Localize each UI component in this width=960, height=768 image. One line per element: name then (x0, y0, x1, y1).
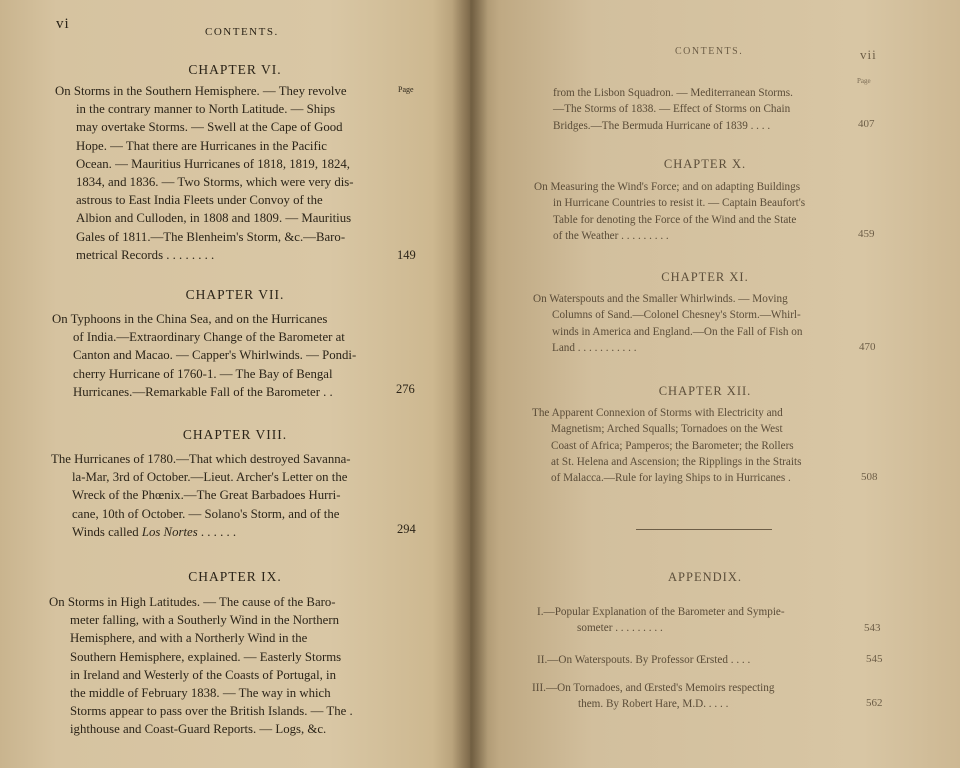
running-head-right: CONTENTS. (675, 46, 744, 57)
toc-line: cherry Hurricane of 1760-1. — The Bay of Bengal (73, 366, 333, 381)
chapter-x-page-number: 459 (858, 228, 875, 240)
continued-entry (553, 85, 793, 134)
toc-line: II.—On Waterspouts. By Professor Œrsted . . . . (537, 654, 751, 666)
toc-line: Southern Hemisphere, explained. — Easterly Storms (70, 649, 342, 664)
appendix-iii-page-number: 562 (866, 697, 883, 709)
toc-leader: . . . . . . (197, 524, 237, 539)
toc-line: On Typhoons in the China Sea, and on the Hurricanes (52, 312, 328, 326)
chapter-vi-page-number: 149 (397, 248, 416, 262)
toc-line: Albion and Culloden, in 1808 and 1809. — Mauritius (76, 211, 352, 226)
toc-line: winds in America and England.—On the Fall of Fish on (552, 325, 803, 338)
toc-italic-text: Los Nortes (141, 524, 198, 539)
toc-line: Magnetism; Arched Squalls; Tornadoes on the West (551, 423, 783, 436)
toc-line: meter falling, with a Southerly Wind in the Northern (70, 613, 339, 628)
toc-line-last (51, 523, 351, 541)
toc-line: On Storms in the Southern Hemisphere. — They revolve (55, 84, 347, 98)
section-divider (636, 529, 772, 530)
toc-line: Storms appear to pass over the British Islands. — The . (70, 704, 353, 719)
chapter-vii-heading: CHAPTER VII. (185, 287, 285, 302)
toc-line: —The Storms of 1838. — Effect of Storms on Chain (553, 103, 791, 116)
chapter-xi-entry (533, 291, 802, 356)
toc-line: cane, 10th of October. — Solano's Storm, and of the (72, 506, 340, 521)
chapter-vi-entry (55, 82, 354, 264)
toc-line: 1834, and 1836. — Two Storms, which were very dis- (76, 175, 354, 190)
appendix-entry-i (537, 604, 785, 637)
toc-line: in the contrary manner to North Latitude. — Ships (76, 102, 336, 117)
chapter-xii-page-number: 508 (861, 471, 878, 483)
page-column-label-left: Page (398, 85, 414, 94)
chapter-xii-heading: CHAPTER XII. (658, 384, 752, 398)
toc-line: Table for denoting the Force of the Wind and the State (553, 213, 797, 226)
chapter-vii-page-number: 276 (396, 382, 415, 396)
toc-line: la-Mar, 3rd of October.—Lieut. Archer's Letter on the (72, 470, 348, 485)
chapter-x-entry (534, 179, 805, 244)
chapter-vii-entry (52, 310, 356, 401)
toc-line: I.—Popular Explanation of the Barometer and Sympie- (537, 606, 785, 618)
toc-line: The Apparent Connexion of Storms with Electricity and (532, 407, 783, 419)
chapter-xi-page-number: 470 (859, 341, 876, 353)
toc-line: Canton and Macao. — Capper's Whirlwinds. — Pondi- (73, 348, 357, 363)
toc-line: Coast of Africa; Pamperos; the Barometer; the Rollers (551, 439, 794, 452)
toc-line: Columns of Sand.—Colonel Chesney's Storm.—Whirl- (552, 309, 801, 322)
toc-line: of Malacca.—Rule for laying Ships to in Hurricanes . (551, 472, 791, 485)
toc-line: may overtake Storms. — Swell at the Cape of Good (76, 120, 343, 135)
chapter-ix-entry (49, 593, 353, 739)
toc-line: them. By Robert Hare, M.D. . . . . (578, 698, 729, 711)
toc-line: Hemisphere, and with a Northerly Wind in the (70, 631, 308, 646)
appendix-heading: APPENDIX. (668, 570, 742, 584)
toc-line: Bridges.—The Bermuda Hurricane of 1839 . . . . (553, 119, 771, 132)
page-column-label-right: Page (857, 77, 871, 85)
toc-line: metrical Records . . . . . . . . (76, 247, 215, 262)
chapter-ix-heading: CHAPTER IX. (188, 569, 282, 584)
toc-line: The Hurricanes of 1780.—That which destroyed Savanna- (51, 452, 351, 466)
toc-line: Ocean. — Mauritius Hurricanes of 1818, 1819, 1824, (76, 156, 351, 171)
continued-entry-page-number: 407 (858, 118, 875, 130)
chapter-viii-heading: CHAPTER VIII. (182, 427, 288, 442)
toc-line: in Hurricane Countries to resist it. — Captain Beaufort's (553, 197, 806, 210)
right-page (470, 0, 960, 768)
chapter-x-heading: CHAPTER X. (663, 157, 747, 171)
toc-text: Winds called (72, 524, 142, 539)
running-head-left: CONTENTS. (205, 26, 279, 38)
toc-line: in Ireland and Westerly of the Coasts of Portugal, in (70, 667, 336, 682)
appendix-entry-ii (537, 652, 750, 668)
chapter-viii-page-number: 294 (397, 522, 416, 536)
toc-line: the middle of February 1838. — The way in which (70, 686, 331, 701)
toc-line: On Waterspouts and the Smaller Whirlwinds. — Moving (533, 293, 788, 305)
toc-line: from the Lisbon Squadron. — Mediterranean Storms. (553, 87, 793, 99)
chapter-viii-entry (51, 450, 351, 541)
appendix-i-page-number: 543 (864, 622, 881, 634)
toc-line: astrous to East India Fleets under Convoy of the (76, 193, 323, 208)
chapter-vi-heading: CHAPTER VI. (188, 62, 282, 77)
page-number-right: vii (860, 47, 877, 62)
appendix-entry-iii (532, 680, 774, 713)
toc-line: of India.—Extraordinary Change of the Barometer at (73, 330, 345, 345)
page-number-left: vi (56, 16, 70, 32)
toc-line: Hope. — That there are Hurricanes in the Pacific (76, 138, 327, 153)
toc-line: On Measuring the Wind's Force; and on adapting Buildings (534, 181, 801, 193)
toc-line: III.—On Tornadoes, and Œrsted's Memoirs respecting (532, 682, 775, 694)
toc-line: at St. Helena and Ascension; the Ripplings in the Straits (551, 455, 802, 468)
chapter-xii-entry (532, 405, 801, 486)
toc-line: Wreck of the Phœnix.—The Great Barbadoes Hurri- (72, 488, 341, 503)
toc-line: someter . . . . . . . . . (577, 622, 663, 635)
left-page (0, 0, 470, 768)
appendix-ii-page-number: 545 (866, 653, 883, 665)
toc-line: Gales of 1811.—The Blenheim's Storm, &c.—Baro- (76, 229, 346, 244)
toc-line: Land . . . . . . . . . . . (552, 341, 637, 354)
toc-line: On Storms in High Latitudes. — The cause of the Baro- (49, 595, 336, 609)
chapter-xi-heading: CHAPTER XI. (661, 270, 749, 284)
toc-line: Hurricanes.—Remarkable Fall of the Barometer . . (73, 384, 333, 399)
toc-line: of the Weather . . . . . . . . . (553, 229, 669, 242)
toc-line: ighthouse and Coast-Guard Reports. — Logs, &c. (70, 722, 327, 737)
